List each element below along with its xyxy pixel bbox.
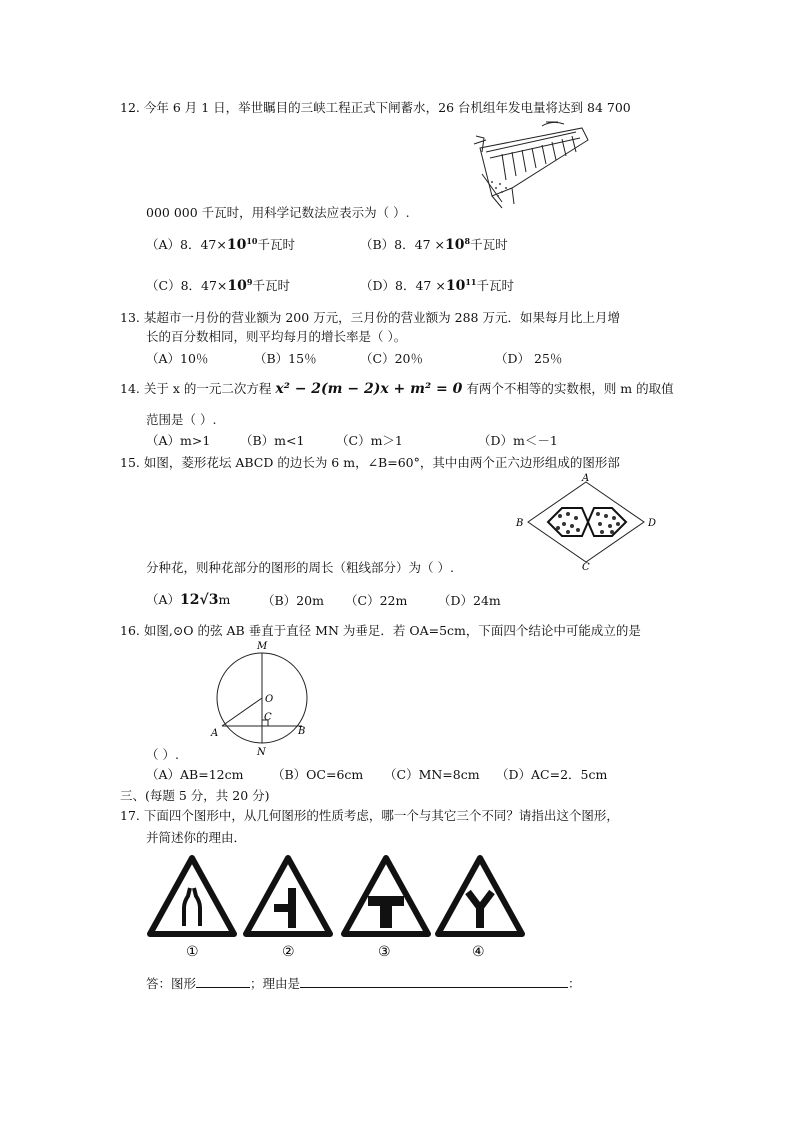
q17-answer-end: ： (568, 976, 581, 991)
q12-option-c-post: 千瓦时 (252, 278, 290, 293)
sign-3-number: ③ (378, 944, 391, 960)
sign-2 (246, 858, 330, 934)
q15-line1: 15. 如图，菱形花坛 ABCD 的边长为 6 m，∠B=60°，其中由两个正六边形组成的图形部 (120, 455, 620, 470)
q14-line2: 范围是（ ）. (146, 412, 217, 427)
sign-3 (344, 858, 428, 934)
q12-option-b-post: 千瓦时 (470, 237, 508, 252)
dam-illustration (472, 118, 592, 212)
rhombus-flower-bed-figure (512, 472, 662, 572)
q16-label-b: B (298, 726, 306, 737)
q12-option-d (360, 276, 514, 294)
q14-equation: x² − 2(m − 2)x + m² = 0 (275, 381, 463, 397)
q15-option-a-value: 12√3 (180, 592, 219, 608)
q12-line2: 000 000 千瓦时，用科学记数法应表示为（ ）. (146, 205, 410, 220)
q15-option-b: （B）20m (262, 593, 324, 608)
q16-option-b: （B）OC=6cm (272, 767, 364, 782)
q12-option-d-exp: 11 (465, 276, 477, 287)
q16-line1: 16. 如图,⊙O 的弦 AB 垂直于直径 MN 为垂足．若 OA=5cm，下面四个结论中可能成立的是 (120, 623, 641, 638)
q12-line1: 12. 今年 6 月 1 日，举世瞩目的三峡工程正式下闸蓄水，26 台机组年发电量将达到 84 700 (120, 100, 631, 115)
q15-option-d: （D）24m (438, 593, 501, 608)
q14-option-a: （A）m>1 (146, 433, 211, 448)
q17-figure-blank[interactable] (196, 975, 250, 988)
q17-line2: 并简述你的理由． (146, 830, 247, 845)
q15-line2: 分种花，则种花部分的图形的周长（粗线部分）为（ ）. (146, 560, 454, 575)
q13-option-b: （B）15％ (254, 351, 317, 366)
q12-option-c-exp: 9 (246, 276, 253, 287)
q12-option-b-base: 10 (445, 237, 465, 253)
q12-option-a-post: 千瓦时 (257, 237, 296, 252)
q12-option-c-base: 10 (227, 278, 247, 294)
q15-option-a (146, 590, 230, 608)
sign-2-number: ② (282, 944, 295, 960)
q16-label-a: A (211, 728, 219, 739)
q13-line1: 13. 某超市一月份的营业额为 200 万元，三月份的营业额为 288 万元．如果每月比上月增 (120, 310, 620, 325)
q12-option-c-pre: （C）8．47× (146, 278, 228, 293)
q12-option-a-pre: （A）8．47× (146, 237, 227, 252)
q12-option-d-pre: （D）8．47 × (360, 278, 446, 293)
q16-label-o: O (265, 694, 274, 705)
section-3-heading: 三、(每题 5 分，共 20 分) (120, 788, 270, 803)
q13-option-d: （D） 25％ (495, 351, 563, 366)
q17-answer-mid: ；理由是 (250, 976, 301, 991)
q12-option-b (360, 235, 508, 253)
q16-option-a: （A）AB=12cm (146, 767, 244, 782)
q15-option-c: （C）22m (345, 593, 408, 608)
q13-option-a: （A）10％ (146, 351, 209, 366)
q16-label-n: N (257, 747, 266, 758)
q12-option-a (146, 235, 295, 253)
q14-line1-post: 有两个不相等的实数根，则 m 的取值 (466, 381, 674, 396)
q12-option-d-post: 千瓦时 (476, 278, 514, 293)
sign-1-number: ① (186, 944, 199, 960)
q14-line1 (120, 379, 674, 397)
traffic-signs-figure (146, 852, 526, 964)
q13-line2: 长的百分数相同，则平均每月的增长率是（ ）。 (146, 329, 407, 344)
q12-option-c (146, 276, 290, 294)
q15-label-d: D (648, 518, 657, 529)
q12-option-b-exp: 8 (464, 235, 471, 246)
sign-4-number: ④ (472, 944, 485, 960)
q14-option-b: （B）m<1 (240, 433, 305, 448)
q14-line1-pre: 14. 关于 x 的一元二次方程 (120, 381, 272, 396)
q15-option-a-unit: m (218, 592, 231, 607)
q15-option-a-pre: （A） (146, 592, 181, 607)
q15-label-b: B (516, 518, 524, 529)
q12-option-b-pre: （B）8．47 × (360, 237, 445, 252)
q15-label-a: A (582, 473, 590, 484)
q16-option-c: （C）MN=8cm (384, 767, 480, 782)
q17-line1: 17. 下面四个图形中，从几何图形的性质考虑，哪一个与其它三个不同？请指出这个图形， (120, 808, 619, 823)
q17-answer-line (146, 974, 581, 992)
q15-label-c: C (582, 562, 590, 572)
q16-label-m: M (257, 641, 268, 652)
circle-chord-figure (208, 638, 318, 758)
q12-option-a-exp: 10 (246, 235, 258, 246)
q17-reason-blank[interactable] (300, 975, 568, 988)
sign-1 (150, 858, 234, 934)
q12-option-a-base: 10 (226, 237, 247, 253)
q16-line2: （ ）. (146, 747, 179, 762)
q14-option-d: （D）m＜－1 (478, 433, 558, 448)
q17-answer-pre: 答：图形 (146, 976, 197, 991)
q16-option-d: （D）AC=2．5cm (496, 767, 608, 782)
sign-4 (438, 858, 522, 934)
q16-label-c: C (264, 712, 272, 723)
q12-option-d-base: 10 (445, 278, 466, 294)
q14-option-c: （C）m＞1 (336, 433, 403, 448)
q13-option-c: （C）20％ (360, 351, 423, 366)
